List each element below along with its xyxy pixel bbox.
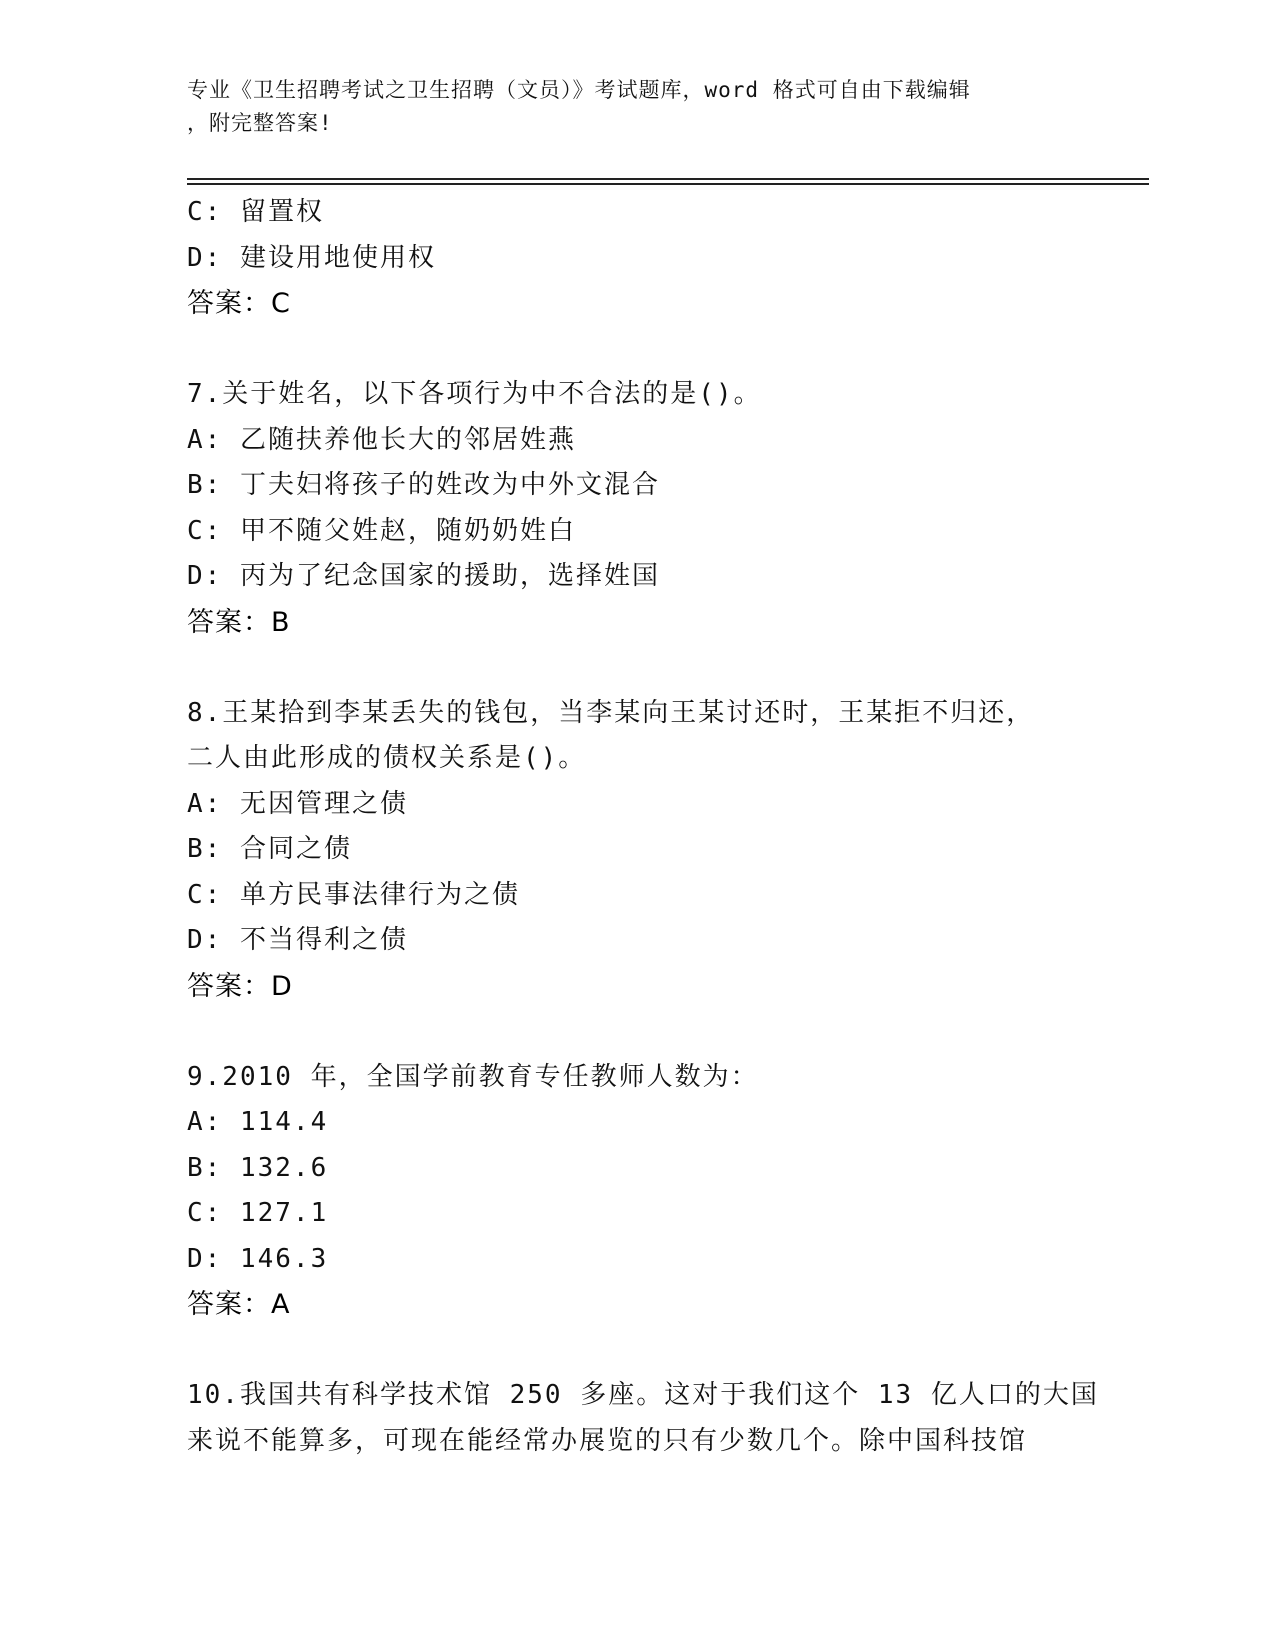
spacer <box>187 1328 1087 1374</box>
question-block-6 <box>187 190 1087 327</box>
answer-line: 答案：C <box>187 288 291 319</box>
option-a: A: 114.4 <box>187 1107 329 1137</box>
question-block-7 <box>187 372 1087 645</box>
option-c: C: 单方民事法律行为之债 <box>187 879 520 910</box>
question-text-line-1: 10.我国共有科学技术馆 250 多座。这对于我们这个 13 亿人口的大国 <box>187 1380 1099 1410</box>
option-b: B: 丁夫妇将孩子的姓改为中外文混合 <box>187 470 660 500</box>
header-line-2: ，附完整答案! <box>187 111 333 135</box>
option-d: D: 建设用地使用权 <box>187 242 436 273</box>
header-divider-bottom <box>187 183 1149 185</box>
option-d: D: 丙为了纪念国家的援助，选择姓国 <box>187 561 660 591</box>
option-a: A: 无因管理之债 <box>187 788 408 819</box>
document-header <box>187 74 1087 140</box>
question-content <box>187 190 1099 1464</box>
spacer <box>187 1009 1087 1055</box>
option-b: B: 132.6 <box>187 1152 329 1183</box>
question-text: 9.2010 年，全国学前教育专任教师人数为： <box>187 1061 759 1092</box>
spacer <box>187 645 1087 691</box>
answer-line: 答案：D <box>187 970 293 1002</box>
question-text: 7.关于姓名，以下各项行为中不合法的是()。 <box>187 379 762 409</box>
question-text-line-2: 来说不能算多，可现在能经常办展览的只有少数几个。除中国科技馆 <box>187 1425 1028 1456</box>
question-text-line-1: 8.王某拾到李某丢失的钱包，当李某向王某讨还时，王某拒不归还， <box>187 697 1035 728</box>
option-c: C: 甲不随父姓赵，随奶奶姓白 <box>187 515 576 546</box>
question-block-10 <box>187 1373 1099 1464</box>
spacer <box>187 327 1087 373</box>
option-d: D: 146.3 <box>187 1243 329 1274</box>
answer-line: 答案：B <box>187 606 291 638</box>
question-text-line-2: 二人由此形成的债权关系是()。 <box>187 743 587 773</box>
header-divider-top <box>187 178 1149 180</box>
option-d: D: 不当得利之债 <box>187 925 408 955</box>
answer-line: 答案：A <box>187 1289 291 1320</box>
question-block-9 <box>187 1055 1087 1328</box>
header-line-1: 专业《卫生招聘考试之卫生招聘（文员）》考试题库，word 格式可自由下载编辑 <box>187 78 971 102</box>
question-block-8 <box>187 691 1087 1010</box>
option-c: C: 留置权 <box>187 197 324 227</box>
option-a: A: 乙随扶养他长大的邻居姓燕 <box>187 424 576 455</box>
option-b: B: 合同之债 <box>187 834 352 864</box>
option-c: C: 127.1 <box>187 1198 329 1228</box>
